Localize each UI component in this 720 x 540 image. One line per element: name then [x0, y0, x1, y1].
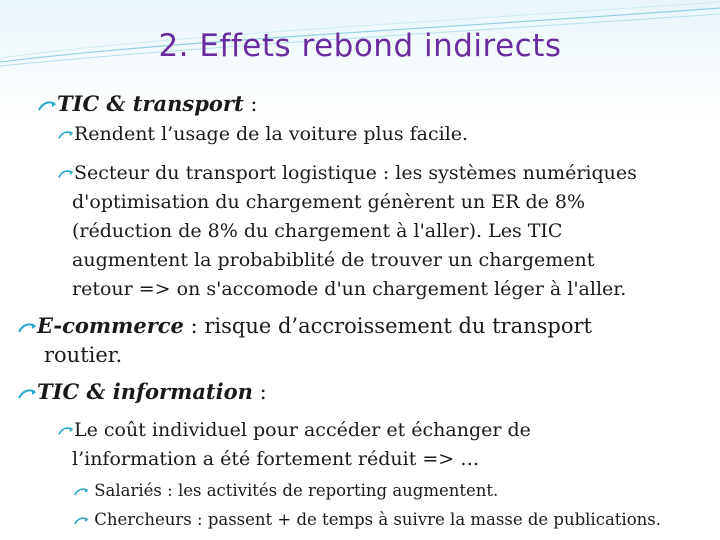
curved-arrow-bullet-icon [58, 425, 74, 437]
curved-arrow-bullet-icon [74, 486, 89, 498]
curved-arrow-bullet-icon [18, 388, 37, 400]
section-heading: E-commerce [37, 313, 184, 338]
list-item-line: (réduction de 8% du chargement à l'aller). Les TIC [72, 220, 563, 242]
curved-arrow-bullet-icon [74, 515, 89, 527]
sub-list-item-text: Salariés : les activités de reporting augmentent. [94, 481, 499, 500]
list-item-line: retour => on s'accomode d'un chargement léger à l'aller. [72, 278, 627, 300]
sub-list-item [74, 509, 661, 531]
slide-title: 2. Effets rebond indirects [158, 28, 562, 64]
section-tic-information [18, 378, 267, 406]
list-item-line: augmentent la probabiblité de trouver un chargement [72, 249, 595, 271]
curved-arrow-bullet-icon [58, 129, 74, 141]
list-item [58, 160, 637, 186]
list-item [58, 121, 468, 147]
curved-arrow-bullet-icon [38, 100, 57, 112]
section-heading: TIC & transport [57, 91, 244, 116]
section-continuation: routier. [44, 343, 123, 367]
section-suffix: : [252, 380, 267, 404]
sub-list-item-text: Chercheurs : passent + de temps à suivre la masse de publications. [94, 510, 661, 529]
section-e-commerce [18, 312, 592, 340]
list-item-line: Le coût individuel pour accéder et échanger de [74, 419, 531, 441]
sub-list-item [74, 480, 498, 502]
section-tic-transport [38, 90, 257, 118]
list-item-line: d'optimisation du chargement génèrent un ER de 8% [72, 191, 586, 213]
list-item-line: l’information a été fortement réduit => … [72, 448, 480, 470]
list-item [58, 417, 531, 443]
section-suffix: : risque d’accroissement du transport [183, 314, 592, 338]
section-heading: TIC & information [37, 379, 253, 404]
list-item-line: Secteur du transport logistique : les systèmes numériques [74, 162, 637, 184]
section-suffix: : [243, 92, 258, 116]
curved-arrow-bullet-icon [58, 168, 74, 180]
curved-arrow-bullet-icon [18, 322, 37, 334]
list-item-text: Rendent l’usage de la voiture plus facile. [74, 123, 469, 145]
